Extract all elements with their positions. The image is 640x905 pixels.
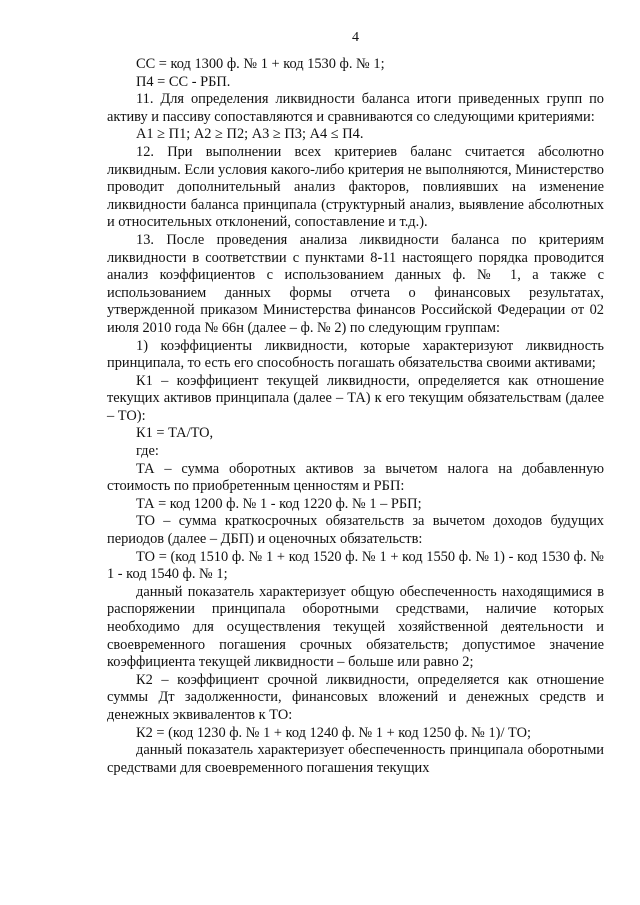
paragraph: К2 – коэффициент срочной ликвидности, определяется как отношение суммы Дт задолженности, финансовых вложений и денежных средств и денежных эквивалентов к ТО: (107, 671, 604, 723)
paragraph: 13. После проведения анализа ликвидности баланса по критериям ликвидности в соответствии с пунктами 8-11 настоящего порядка проводится анализ коэффициентов с использованием данных ф. № 1, а также с использованием данных формы отчета о финансовых результатах, утвержденной приказом Министерства финансов Российской Федерации от 02 июля 2010 года № 66н (далее – ф. № 2) по следующим группам: (107, 231, 604, 336)
paragraph: П4 = СС - РБП. (136, 73, 231, 90)
body-text (107, 56, 604, 777)
paragraph: данный показатель характеризует общую обеспеченность находящимися в распоряжении принципала оборотными средствами, наличие которых необходимо для осуществления текущей хозяйственной деятельности и своевременного погашения срочных обязательств; допустимое значение коэффициента текущей ликвидности – больше или равно 2; (107, 583, 604, 671)
paragraph: 1) коэффициенты ликвидности, которые характеризуют ликвидность принципала, то есть его способность погашать обязательства своими активами; (107, 337, 604, 372)
paragraph: К1 = ТА/ТО, (136, 425, 214, 442)
paragraph: 11. Для определения ликвидности баланса итоги приведенных групп по активу и пассиву сопоставляются и сравниваются со следующими критериями: (107, 91, 604, 125)
paragraph: данный показатель характеризует обеспеченность принципала оборотными средствами для своевременного погашения текущих (107, 742, 604, 776)
paragraph: К1 – коэффициент текущей ликвидности, определяется как отношение текущих активов принципала (далее – ТА) к его текущим обязательствам (далее – ТО): (107, 372, 604, 424)
paragraph: СС = код 1300 ф. № 1 + код 1530 ф. № 1; (136, 56, 385, 72)
paragraph: где: (136, 443, 159, 460)
paragraph: ТА – сумма оборотных активов за вычетом налога на добавленную стоимость по приобретенным ценностям и РБП: (107, 460, 604, 495)
page-number: 4 (352, 30, 359, 45)
paragraph: ТО = (код 1510 ф. № 1 + код 1520 ф. № 1 + код 1550 ф. № 1) - код 1530 ф. № 1 - код 1540 ф. № 1; (107, 548, 604, 583)
paragraph: ТО – сумма краткосрочных обязательств за вычетом доходов будущих периодов (далее – ДБП) и оценочных обязательств: (107, 513, 604, 548)
paragraph: А1 ≥ П1; А2 ≥ П2; А3 ≥ П3; А4 ≤ П4. (136, 126, 364, 143)
paragraph: 12. При выполнении всех критериев баланс считается абсолютно ликвидным. Если условия какого-либо критерия не выполняются, Министерство проводит дополнительный анализ факторов, повлиявших на изменение ликвидности баланса принципала (структурный анализ, выявление абсолютных и относительных отклонений, сопоставление и т.д.). (107, 143, 604, 231)
paragraph: ТА = код 1200 ф. № 1 - код 1220 ф. № 1 – РБП; (136, 495, 422, 512)
paragraph: К2 = (код 1230 ф. № 1 + код 1240 ф. № 1 + код 1250 ф. № 1)/ ТО; (136, 724, 532, 741)
